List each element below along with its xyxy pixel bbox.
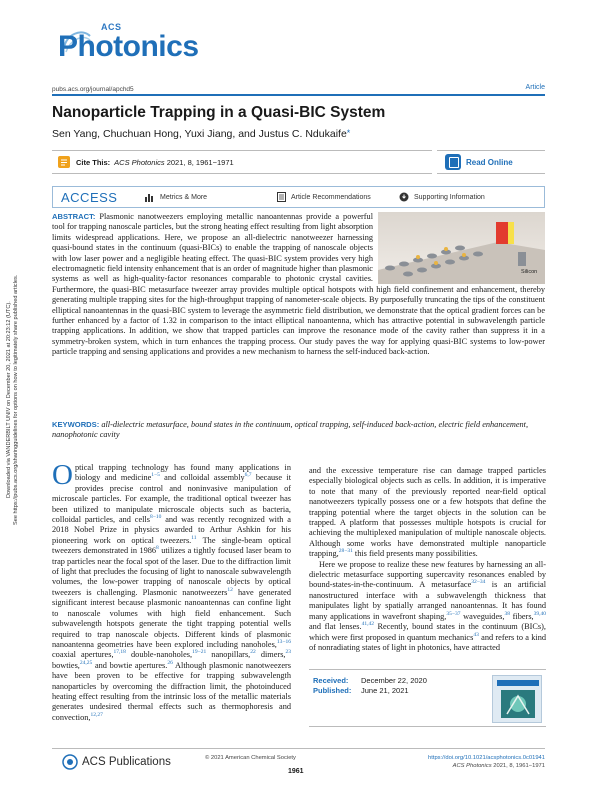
corresponding-author-mark[interactable]: * <box>346 128 351 138</box>
body-column-left <box>52 459 292 723</box>
recommendations-label: Article Recommendations <box>291 193 371 201</box>
body-text: have generated significant interest because plasmonic nanoantennas can confine light to nanoscale volumes with high field enhancement. Such subwavelength hotspots generate the tight trapping potential wells required to trap nanoscale objects. Different kinds of plasmonic nanoantenna geometries have been explored including nanoholes, <box>52 587 291 649</box>
body-text: because it provides precise control and noninvasive manipulation of microscale particles. For example, the traditional optical tweezer has been utilized to manipulate microscale objects such as bacteria, colloidal particles, and cells <box>52 473 291 525</box>
authors-text: Sen Yang, Chuchuan Hong, Yuxi Jiang, and Justus C. Ndukaife <box>52 128 347 140</box>
body-text: Although plasmonic nanotweezers have been proven to be effective for trapping subwavelength nanoparticles by overcoming the diffraction limit, the photoinduced heating effect resulting from the intrinsic loss of the metallic materials generates undesired thermal effects such as thermophoresis and convection, <box>52 660 292 722</box>
abstract-figure-spacer <box>373 212 545 284</box>
article-list-icon <box>277 192 286 202</box>
keywords-label: KEYWORDS: <box>52 420 100 429</box>
keywords <box>52 420 545 441</box>
published-date: June 21, 2021 <box>361 686 409 695</box>
body-text: and refers to a kind of nonradiating states of light in photonics, have attracted <box>309 632 546 652</box>
cite-text <box>114 158 234 167</box>
download-note: Downloaded via VANDERBILT UNIV on December 20, 2021 at 20:23:12 (UTC). See https://pubs.acs.org/sharingguidelines for options on how to legitimately share published articles. <box>6 274 19 526</box>
cover-image-icon <box>493 676 542 723</box>
body-text: and colloidal assembly <box>159 473 245 483</box>
body-text: utilizes a tightly focused laser beam to trap particles near the focal spot of the laser. Due to the diffraction limit of light that precludes the focusing of light to nanoscale subwavelength volumes, the low-power trapping of nanoscale objects by optical tweezers is challenging. Plasmonic nanotweezers <box>52 546 291 597</box>
metrics-label: Metrics & More <box>160 193 208 201</box>
abstract-label: ABSTRACT: <box>52 212 96 221</box>
reference-link[interactable]: 38 <box>504 610 510 617</box>
reference-link[interactable]: 35−37 <box>446 610 461 617</box>
reference-link[interactable]: 12,27 <box>90 711 103 718</box>
reference-link[interactable]: 19−21 <box>192 649 207 656</box>
body-text: and bowtie apertures. <box>92 660 168 670</box>
body-text: this field presents many possibilities. <box>352 549 478 559</box>
reference-link[interactable]: 17,18 <box>113 649 126 656</box>
footer-journal: ACS Photonics <box>452 763 492 769</box>
publisher-name: ACS Publications <box>82 756 171 768</box>
body-text: coaxial apertures, <box>52 650 114 660</box>
paper-title: Nanoparticle Trapping in a Quasi-BIC System <box>52 104 386 121</box>
published-label: Published: <box>313 686 352 695</box>
reference-link[interactable]: 26 <box>167 659 173 666</box>
paragraph <box>309 560 546 654</box>
reference-link[interactable]: 23 <box>285 649 292 656</box>
metrics-link[interactable] <box>145 193 207 202</box>
publication-dates-box <box>309 669 546 727</box>
reference-link[interactable]: 8 <box>156 545 159 552</box>
reference-link[interactable]: 8−10 <box>150 514 162 521</box>
journal-cover-thumbnail[interactable] <box>492 675 542 723</box>
read-online-button[interactable] <box>437 150 545 174</box>
body-text: nanopillars, <box>206 650 251 660</box>
body-text: is an artificial nanostructured interface with a subwavelength thickness that manipulates light by spatially arranged nanoantennas. It has found many applications in wavefront shaping, <box>309 580 547 621</box>
reference-link[interactable]: 13−16 <box>276 639 291 646</box>
access-bar <box>52 186 545 208</box>
supporting-info-label: Supporting Information <box>414 193 485 201</box>
drop-cap: O <box>52 459 73 491</box>
reference-link[interactable]: 6,7 <box>244 472 252 479</box>
body-text: double-nanoholes, <box>125 650 193 660</box>
cite-icon[interactable] <box>58 156 70 168</box>
keywords-text: all-dielectric metasurface, bound states in the continuum, optical trapping, self-induced back-action, electric field enhancement, nanophotonic cavity <box>52 420 529 440</box>
cite-details: 2021, 8, 1961−1971 <box>166 157 234 167</box>
recommendations-link[interactable] <box>277 192 371 202</box>
silicon-label: Silicon <box>521 269 538 275</box>
body-text: waveguides, <box>460 611 505 621</box>
reference-link[interactable]: 24,25 <box>79 659 93 666</box>
supporting-info-icon <box>399 192 409 202</box>
body-text: and was recently recognized with a 2018 Nobel Prize in physics awarded to Arthur Ashkin for his pioneering work on optical tweezers. <box>52 515 291 545</box>
journal-url[interactable]: pubs.acs.org/journal/apchd5 <box>52 86 134 93</box>
access-label: ACCESS <box>61 189 118 205</box>
read-online-icon <box>445 154 461 170</box>
footer-citation <box>428 762 545 770</box>
logo-photonics-text: Photonics <box>58 30 199 63</box>
body-text: The single-beam optical tweezers demonstrated in 1986 <box>52 535 292 556</box>
body-text: and the excessive temperature rise can damage trapped particles especially biological objects such as cells. In addition, it is imperative to note that many of the previously reported near-field optical nanotweezers typically possess one or a few hotspots that define the trapping potential where the target objects in the solution can be trapped. A platform that possesses multiple hotspots is crucial for achieving the multiplexed manipulation of multiple nanoscale objects. Although some works have demonstrated multiple nanoparticle trapping, <box>309 466 546 559</box>
abstract-text: Plasmonic nanotweezers employing metallic nanoantennas provide a powerful tool for trapping nanoscale particles, but the strong heating effect resulting from light absorption limits widespread applications. Here, we propose an all-dielectric nanotweezer harnessing quasi-bound states in the continuum (quasi-BICs) to enable the trapping of nanoscale objects with low laser power and a negligible heating effect. The quasi-BIC system provides very high electromagnetic field intensity enhancement that is an order of magnitude higher than plasmonic systems as well as high-quality-factor resonances comparable to photonic crystal cavities. Furthermore, the quasi-BIC metasurface tweezer array provides multiple optical hotspots with high field confinement and enhancement, thereby generating multiple trapping sites for the high-throughput trapping of nanometer-scale objects. By purposefully truncating the tips of the constituent elliptical nanoantennas in the quasi-BIC system to leverage the asymmetric field distribution, we demonstrate that the optical gradient forces can be further enhanced by a factor of 1.32 in comparison to the intact elliptical nanoantenna, which has attractive potential in subwavelength particle trapping applications. In addition, we show that trapped particles can improve the resonance mode of the cavity rather than suppress it in a symmetry-broken system, which in turn enhances the trapping process. Our study paves the way for applying quasi-BIC systems to low-power particle trapping and sensing applications and provides a new mechanism to harness the self-induced back-action. <box>52 212 545 357</box>
reference-link[interactable]: 28−31 <box>338 548 353 555</box>
supporting-info-link[interactable] <box>399 192 485 202</box>
body-text: Recently, bound states in the continuum (BICs), which were first proposed in quantum mechanics <box>309 622 546 642</box>
reference-link[interactable]: 12 <box>227 587 233 594</box>
body-text: dimers, <box>255 650 286 660</box>
cite-journal[interactable]: ACS Photonics <box>114 157 165 167</box>
acs-logo-icon <box>62 754 78 770</box>
received-line <box>313 676 427 685</box>
journal-logo[interactable] <box>58 22 199 66</box>
logo-acs-text: ACS <box>101 22 122 32</box>
reference-link[interactable]: 41,42 <box>361 621 374 628</box>
article-type-tag: Article <box>525 84 545 91</box>
body-text: and flat lenses. <box>309 622 362 632</box>
reference-link[interactable]: 32−34 <box>471 579 486 586</box>
footer-divider <box>52 748 545 749</box>
body-text: bowties, <box>52 660 80 670</box>
page-number: 1961 <box>288 768 304 775</box>
footer-citation-details: 2021, 8, 1961−1971 <box>493 763 545 769</box>
doi-block <box>428 754 545 770</box>
reference-link[interactable]: 22 <box>250 649 256 656</box>
received-label: Received: <box>313 676 349 685</box>
body-text: Here we propose to realize these new features by harnessing an all-dielectric metasurface supporting supercavity resonances enabled by bound-states-in-the-continuum. A metasurface <box>309 559 546 590</box>
cite-this-box <box>52 150 432 174</box>
read-online-label: Read Online <box>466 157 513 167</box>
doi-link[interactable]: https://doi.org/10.1021/acsphotonics.0c01941 <box>428 755 545 761</box>
received-date: December 22, 2020 <box>361 676 427 685</box>
cite-label: Cite This: <box>76 157 111 167</box>
body-text: fibers, <box>509 611 534 621</box>
header-divider <box>52 94 545 96</box>
body-column-right <box>309 466 546 653</box>
body-text: ptical trapping technology has found many applications in biology and medicine <box>74 463 291 483</box>
reference-link[interactable]: 43 <box>473 631 479 638</box>
reference-link[interactable]: 39,40 <box>533 610 546 617</box>
published-line <box>313 686 409 695</box>
reference-link[interactable]: 11 <box>191 535 197 542</box>
reference-link[interactable]: 1−5 <box>151 472 160 479</box>
author-list <box>52 128 350 140</box>
copyright: © 2021 American Chemical Society <box>205 755 296 761</box>
acs-publications-logo[interactable] <box>62 754 171 770</box>
bar-chart-icon <box>145 193 155 202</box>
abstract <box>52 212 545 358</box>
